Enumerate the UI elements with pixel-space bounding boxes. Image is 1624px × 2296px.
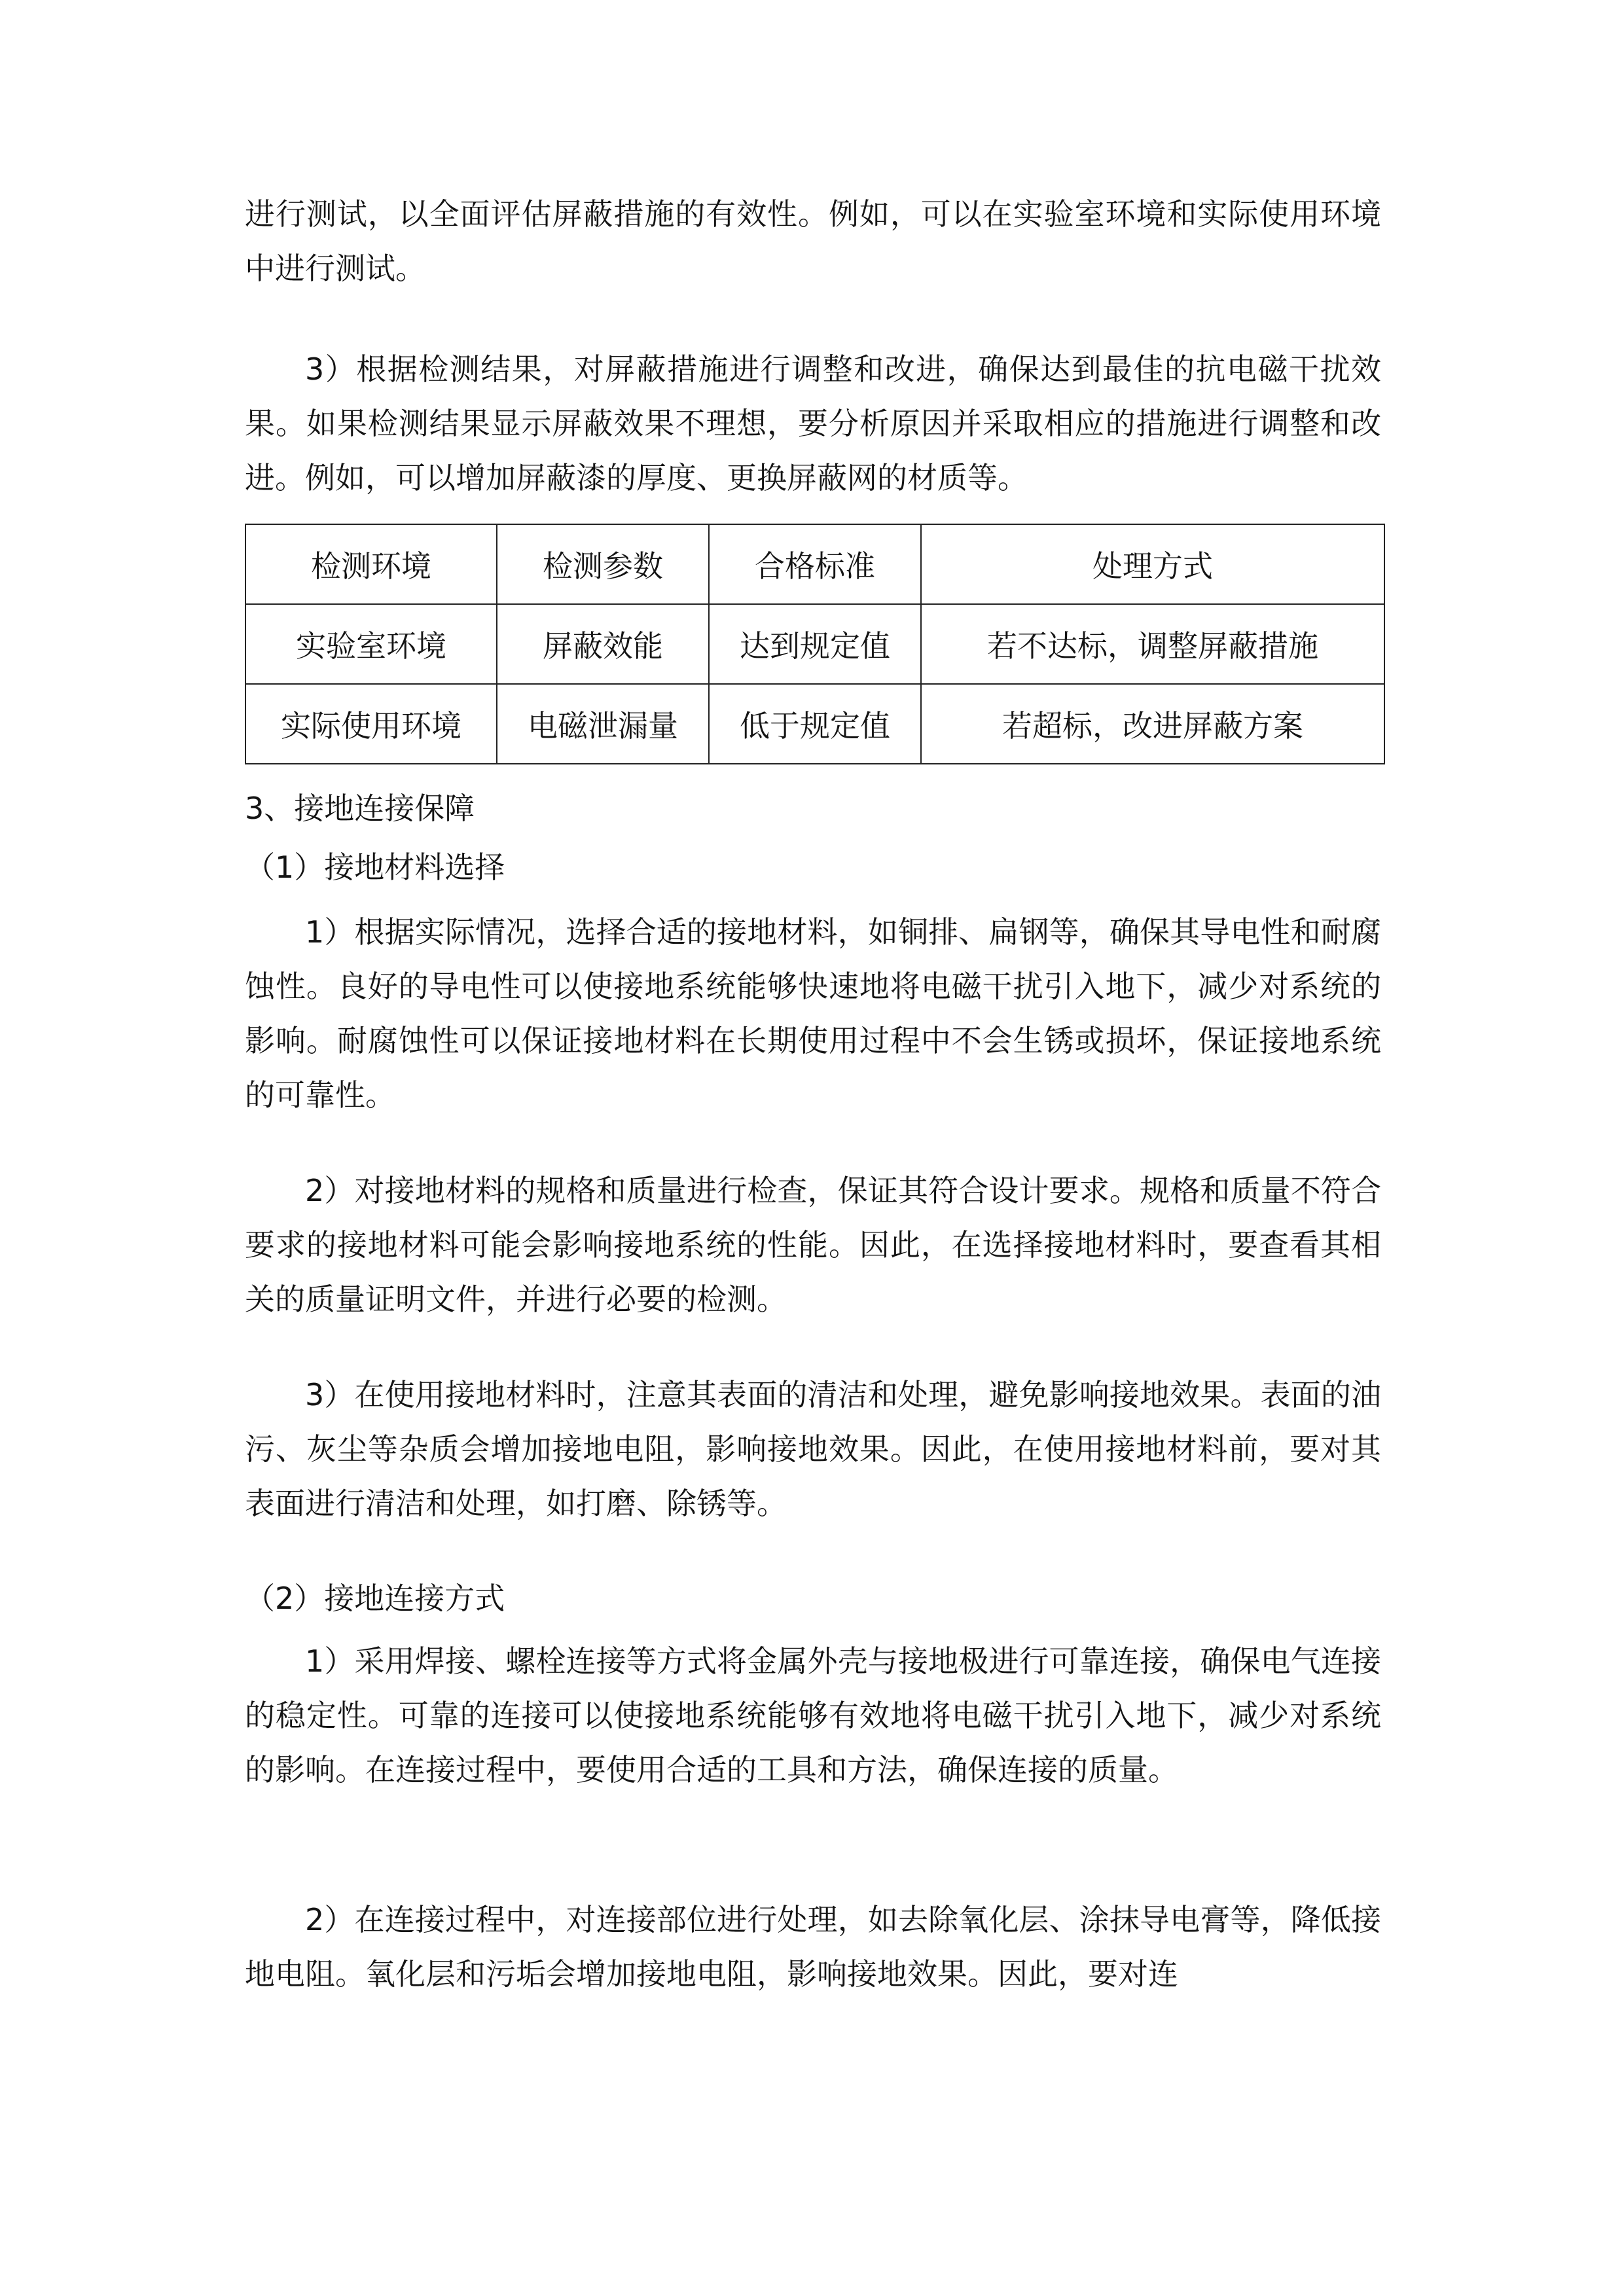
table-cell: 实验室环境 — [245, 604, 497, 684]
paragraph-material-surface: 3）在使用接地材料时，注意其表面的清洁和处理，避免影响接地效果。表面的油污、灰尘等杂质会增加接地电阻，影响接地效果。因此，在使用接地材料前，要对其表面进行清洁和处理，如打磨、除锈等。 — [245, 1377, 1381, 1521]
table-cell: 屏蔽效能 — [497, 604, 709, 684]
table-cell: 电磁泄漏量 — [497, 684, 709, 764]
table-cell: 若不达标，调整屏蔽措施 — [921, 604, 1384, 684]
inspection-table — [245, 524, 1385, 764]
table-header-row — [245, 524, 1384, 604]
paragraph-test-environment: 进行测试，以全面评估屏蔽措施的有效性。例如，可以在实验室环境和实际使用环境中进行测试。 — [245, 196, 1381, 286]
table-row — [245, 604, 1384, 684]
subheading-material-selection: （1）接地材料选择 — [245, 850, 505, 885]
paragraph-material-choice: 1）根据实际情况，选择合适的接地材料，如铜排、扁钢等，确保其导电性和耐腐蚀性。良好的导电性可以使接地系统能够快速地将电磁干扰引入地下，减少对系统的影响。耐腐蚀性可以保证接地材料在长期使用过程中不会生锈或损坏，保证接地系统的可靠性。 — [245, 914, 1381, 1113]
table-header-cell: 合格标准 — [709, 524, 921, 604]
table-cell: 达到规定值 — [709, 604, 921, 684]
table-cell: 若超标，改进屏蔽方案 — [921, 684, 1384, 764]
section-heading-grounding: 3、接地连接保障 — [245, 791, 475, 826]
subheading-connection-method: （2）接地连接方式 — [245, 1581, 505, 1616]
table-header-cell: 检测环境 — [245, 524, 497, 604]
table-cell: 低于规定值 — [709, 684, 921, 764]
table-header-cell: 检测参数 — [497, 524, 709, 604]
paragraph-connection-reliable: 1）采用焊接、螺栓连接等方式将金属外壳与接地极进行可靠连接，确保电气连接的稳定性。可靠的连接可以使接地系统能够有效地将电磁干扰引入地下，减少对系统的影响。在连接过程中，要使用合适的工具和方法，确保连接的质量。 — [245, 1643, 1381, 1787]
table-row — [245, 684, 1384, 764]
paragraph-material-inspection: 2）对接地材料的规格和质量进行检查，保证其符合设计要求。规格和质量不符合要求的接地材料可能会影响接地系统的性能。因此，在选择接地材料时，要查看其相关的质量证明文件，并进行必要的检测。 — [245, 1173, 1381, 1317]
paragraph-connection-treatment: 2）在连接过程中，对连接部位进行处理，如去除氧化层、涂抹导电膏等，降低接地电阻。氧化层和污垢会增加接地电阻，影响接地效果。因此，要对连 — [245, 1902, 1381, 1992]
table-cell: 实际使用环境 — [245, 684, 497, 764]
paragraph-adjust-shielding: 3）根据检测结果，对屏蔽措施进行调整和改进，确保达到最佳的抗电磁干扰效果。如果检测结果显示屏蔽效果不理想，要分析原因并采取相应的措施进行调整和改进。例如，可以增加屏蔽漆的厚度、更换屏蔽网的材质等。 — [245, 351, 1381, 495]
table-header-cell: 处理方式 — [921, 524, 1384, 604]
